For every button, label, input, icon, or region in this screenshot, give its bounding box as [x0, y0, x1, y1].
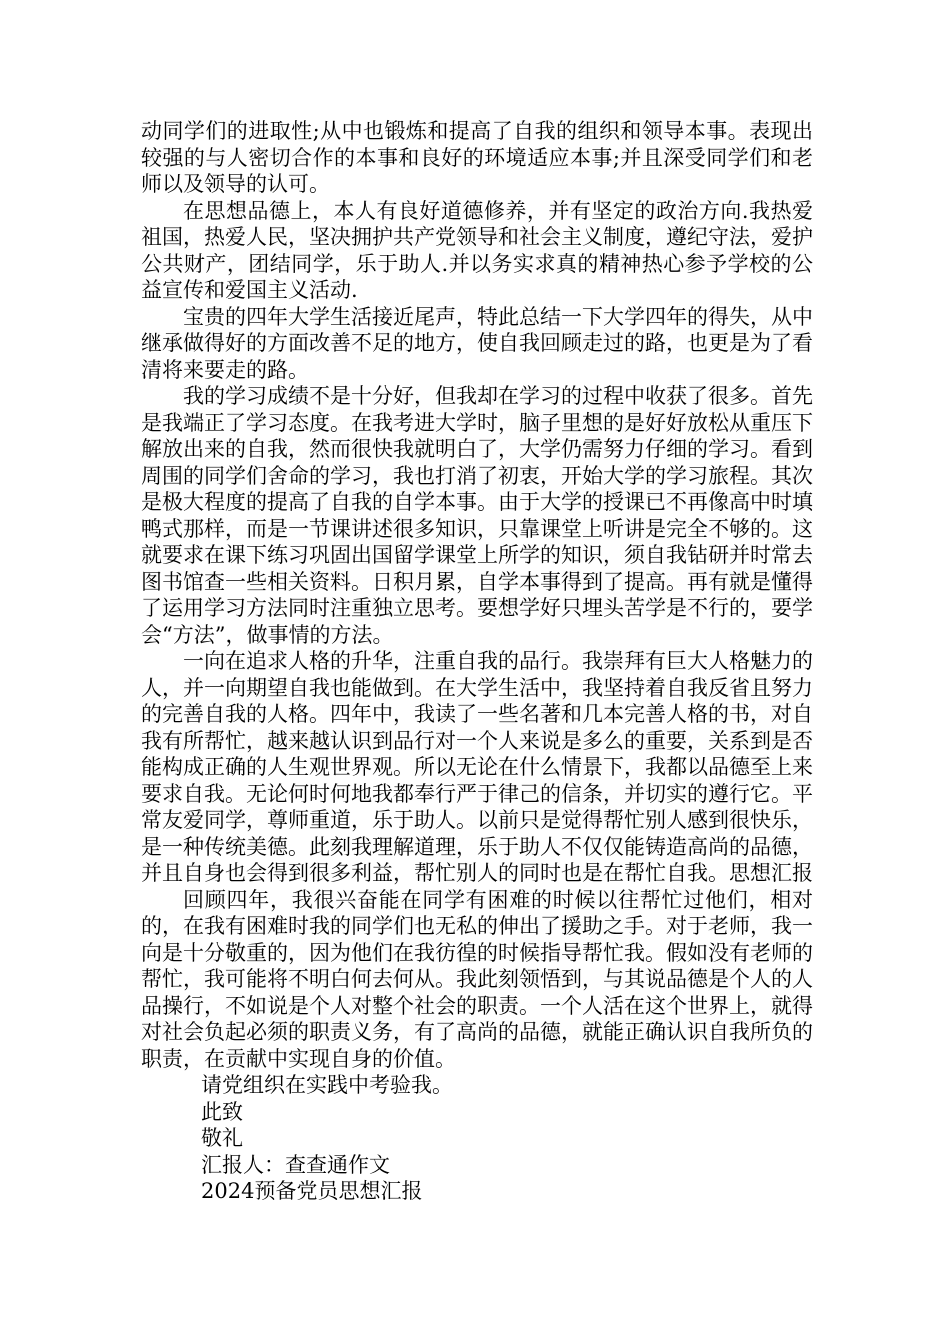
- closing-salutation-2: 敬礼: [201, 1126, 243, 1150]
- paragraph-moral-character: 在思想品德上，本人有良好道德修养，并有坚定的政治方向.我热爱祖国，热爱人民，坚决拥护共产党领导和社会主义制度，遵纪守法，爱护公共财产，团结同学，乐于助人.并以务实求真的精神热心参予学校的公益宣传和爱国主义活动.: [141, 198, 813, 302]
- report-title-footer: 2024预备党员思想汇报: [201, 1179, 423, 1203]
- closing-salutation-1: 此致: [201, 1099, 243, 1124]
- document-body: [141, 118, 813, 1205]
- paragraph-university-review: 宝贵的四年大学生活接近尾声，特此总结一下大学四年的得失，从中继承做得好的方面改善不足的地方，使自我回顾走过的路，也更是为了看清将来要走的路。: [141, 304, 813, 382]
- paragraph-study: 我的学习成绩不是十分好，但我却在学习的过程中收获了很多。首先是我端正了学习态度。在我考进大学时，脑子里想的是好好放松从重压下解放出来的自我，然而很快我就明白了，大学仍需努力仔细的学习。看到周围的同学们舍命的学习，我也打消了初衷，开始大学的学习旅程。其次是极大程度的提高了自我的自学本事。由于大学的授课已不再像高中时填鸭式那样，而是一节课讲述很多知识，只靠课堂上听讲是完全不够的。这就要求在课下练习巩固出国留学课堂上所学的知识，须自我钻研并时常去图书馆查一些相关资料。日积月累，自学本事得到了提高。再有就是懂得了运用学习方法同时注重独立思考。要想学好只埋头苦学是不行的，要学会“方法”，做事情的方法。: [141, 384, 813, 647]
- reporter-signature: 汇报人：查查通作文: [201, 1152, 390, 1177]
- paragraph-continuation: 动同学们的进取性;从中也锻炼和提高了自我的组织和领导本事。表现出较强的与人密切合作的本事和良好的环境适应本事;并且深受同学们和老师以及领导的认可。: [141, 119, 813, 196]
- paragraph-reflection: 回顾四年，我很兴奋能在同学有困难的时候以往帮忙过他们，相对的，在我有困难时我的同学们也无私的伸出了援助之手。对于老师，我一向是十分敬重的，因为他们在我彷徨的时候指导帮忙我。假如没有老师的帮忙，我可能将不明白何去何从。我此刻领悟到，与其说品德是个人的人品操行，不如说是个人对整个社会的职责。一个人活在这个世界上，就得对社会负起必须的职责义务，有了高尚的品德，就能正确认识自我所负的职责，在贡献中实现自身的价值。: [141, 887, 813, 1071]
- closing-request: 请党组织在实践中考验我。: [201, 1073, 453, 1097]
- paragraph-personality: 一向在追求人格的升华，注重自我的品行。我崇拜有巨大人格魅力的人，并一向期望自我也能做到。在大学生活中，我坚持着自我反省且努力的完善自我的人格。四年中，我读了一些名著和几本完善人格的书，对自我有所帮忙，越来越认识到品行对一个人来说是多么的重要，关系到是否能构成正确的人生观世界观。所以无论在什么情景下，我都以品德至上来要求自我。无论何时何地我都奉行严于律己的信条，并切实的遵行它。平常友爱同学，尊师重道，乐于助人。以前只是觉得帮忙别人感到很快乐，是一种传统美德。此刻我理解道理，乐于助人不仅仅能铸造高尚的品德，并且自身也会得到很多利益，帮忙别人的同时也是在帮忙自我。思想汇报: [141, 649, 813, 885]
